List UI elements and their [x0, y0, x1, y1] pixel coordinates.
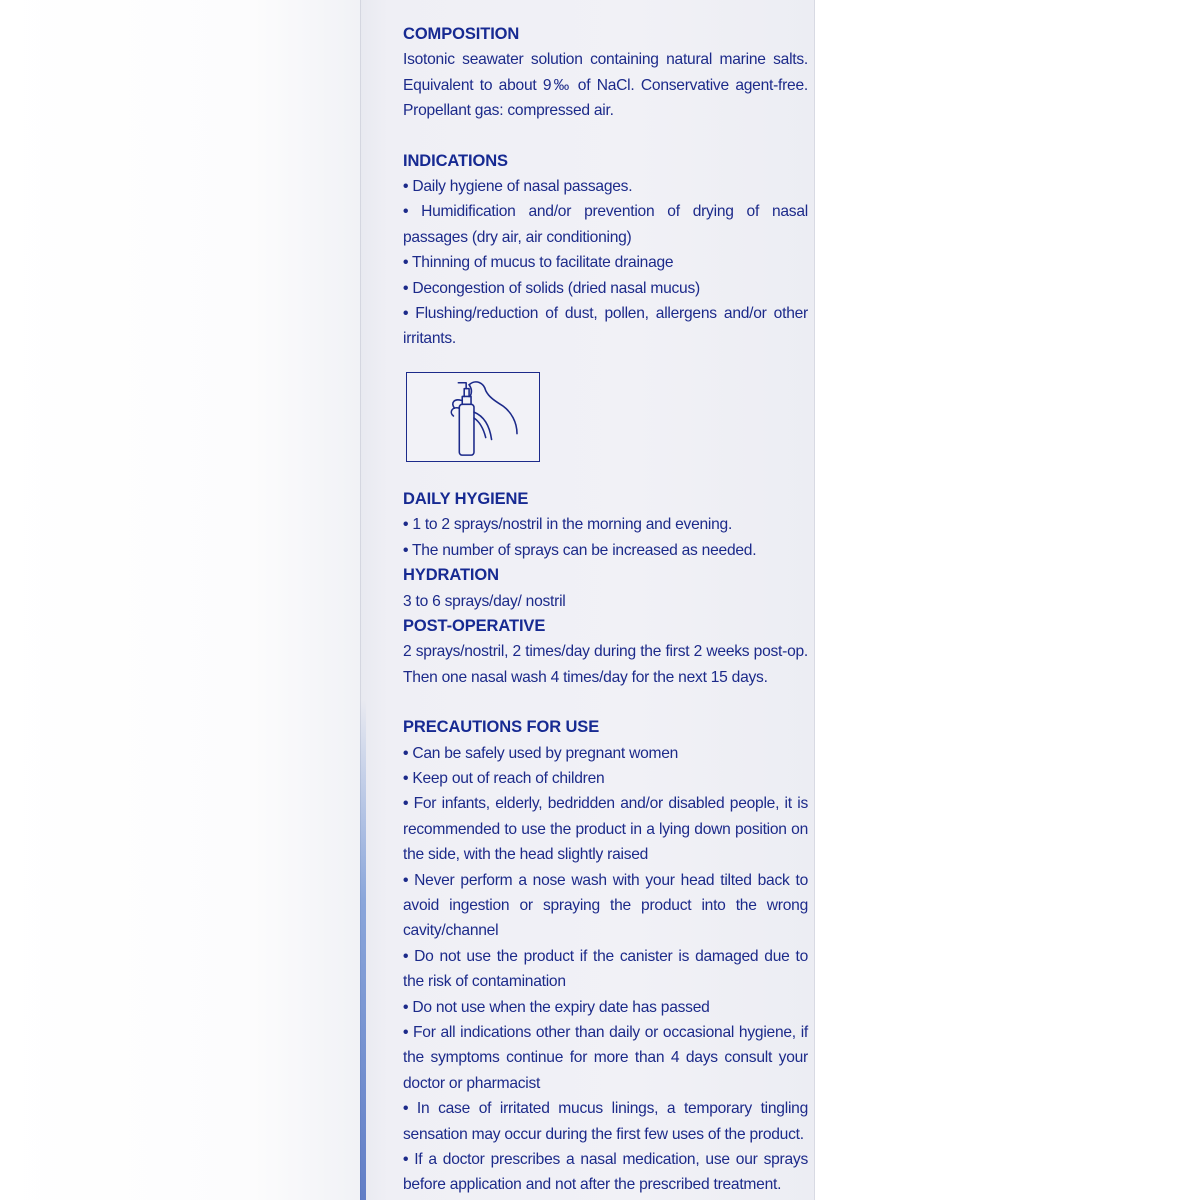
precaution-item: • In case of irritated mucus linings, a temporary tingling sensation may occur during the first few uses of the product. — [403, 1100, 808, 1143]
post-operative-heading: POST-OPERATIVE — [403, 616, 546, 635]
indication-item: • Decongestion of solids (dried nasal mucus) — [403, 279, 700, 297]
precaution-item: • Do not use the product if the canister is damaged due to the risk of contamination — [403, 947, 808, 991]
daily-hygiene-item: • 1 to 2 sprays/nostril in the morning and evening. — [403, 516, 733, 534]
precaution-item: • For infants, elderly, bedridden and/or disabled people, it is recommended to use the product in a lying down position on the side, with the head slightly raised — [403, 795, 808, 864]
precaution-item: • For all indications other than daily or occasional hygiene, if the symptoms continue for more than 4 days consult your doctor or pharmacist — [403, 1024, 808, 1092]
hydration-text: 3 to 6 sprays/day/ nostril — [403, 592, 566, 610]
daily-hygiene-item: • The number of sprays can be increased as needed. — [403, 541, 757, 559]
indication-item: • Thinning of mucus to facilitate drainage — [403, 254, 674, 272]
indication-item: • Daily hygiene of nasal passages. — [403, 178, 633, 196]
background-right — [815, 0, 1200, 1200]
hand-spray-icon — [406, 372, 540, 462]
indication-item: • Flushing/reduction of dust, pollen, allergens and/or other irritants. — [403, 305, 808, 348]
background-left — [0, 0, 360, 1200]
precaution-item: • If a doctor prescribes a nasal medication, use our sprays before application and not after the prescribed treatment. — [403, 1151, 808, 1194]
composition-heading: COMPOSITION — [403, 25, 520, 43]
precaution-item: • Can be safely used by pregnant women — [403, 744, 679, 762]
precaution-item: • Keep out of reach of children — [403, 769, 605, 787]
precaution-item: • Do not use when the expiry date has passed — [403, 998, 710, 1016]
indication-item: • Humidification and/or prevention of drying of nasal passages (dry air, air conditioning) — [403, 203, 808, 246]
hydration-heading: HYDRATION — [403, 566, 499, 585]
daily-hygiene-heading: DAILY HYGIENE — [403, 489, 529, 508]
precautions-heading: PRECAUTIONS FOR USE — [403, 718, 600, 737]
post-operative-text: 2 sprays/nostril, 2 times/day during the first 2 weeks post-op. Then one nasal wash 4 times/day for the next 15 days. — [403, 643, 808, 686]
composition-text: Isotonic seawater solution containing natural marine salts. Equivalent to about 9‰ of NaCl. Conservative agent-free. Propellant gas: compressed air. — [403, 51, 808, 120]
indications-heading: INDICATIONS — [403, 151, 508, 170]
label-text — [403, 22, 808, 1198]
precaution-item: • Never perform a nose wash with your head tilted back to avoid ingestion or spraying the product into the wrong cavity/channel — [403, 871, 808, 940]
